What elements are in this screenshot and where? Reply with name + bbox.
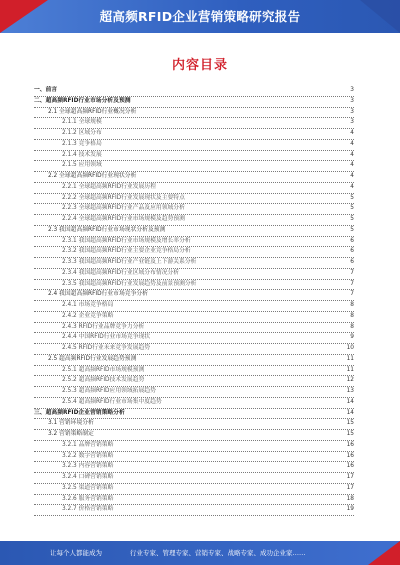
toc-entry-page: 8 bbox=[349, 301, 354, 310]
toc-entry[interactable] bbox=[34, 398, 354, 409]
toc-entry[interactable] bbox=[34, 495, 354, 506]
toc-entry[interactable] bbox=[34, 355, 354, 366]
toc-entry-page: 5 bbox=[349, 226, 354, 235]
toc-entry[interactable] bbox=[34, 473, 354, 484]
toc-entry-label: 2.4.1 市场竞争格局 bbox=[62, 301, 114, 310]
toc-entry[interactable] bbox=[34, 183, 354, 194]
toc-entry-page: 13 bbox=[346, 387, 354, 396]
toc-entry-label: 2.2.4 全球超高频RFID行业市场规模及趋势预测 bbox=[62, 215, 186, 224]
toc-entry[interactable] bbox=[34, 215, 354, 226]
toc-entry[interactable] bbox=[34, 376, 354, 387]
toc-entry-page: 4 bbox=[349, 161, 354, 170]
toc-entry-label: 2.3.3 我国超高频RFID行业产业链及上下游关系分析 bbox=[62, 258, 197, 267]
toc-entry-label: 3.1 营销环境分析 bbox=[48, 419, 95, 428]
footer-slogan-left: 让每个人都能成为 bbox=[50, 549, 102, 557]
toc-entry[interactable] bbox=[34, 301, 354, 312]
toc-entry-page: 4 bbox=[349, 129, 354, 138]
toc-entry-page: 5 bbox=[349, 204, 354, 213]
toc-entry-label: 2.2.2 全球超高频RFID行业发展现状及主要特点 bbox=[62, 194, 186, 203]
toc-entry-page: 6 bbox=[349, 237, 354, 246]
toc-entry[interactable] bbox=[34, 140, 354, 151]
toc-entry-page: 16 bbox=[346, 462, 354, 471]
toc-entry-label: 2.5.1 超高频RFID市场规模预测 bbox=[62, 366, 145, 375]
toc-entry[interactable] bbox=[34, 97, 354, 108]
toc-entry-label: 一、前言 bbox=[34, 86, 58, 95]
toc-entry-label: 2.1.2 区域分布 bbox=[62, 129, 103, 138]
toc-entry-page: 5 bbox=[349, 194, 354, 203]
toc-entry[interactable] bbox=[34, 387, 354, 398]
toc-entry-label: 三、超高频RFID企业营销策略分析 bbox=[34, 409, 126, 418]
toc-entry-label: 2.4.3 RFID行业品牌竞争力分析 bbox=[62, 323, 145, 332]
toc-entry[interactable] bbox=[34, 323, 354, 334]
toc-entry-label: 2.1.5 应用领域 bbox=[62, 161, 103, 170]
toc-entry[interactable] bbox=[34, 161, 354, 172]
toc-entry-page: 12 bbox=[346, 376, 354, 385]
toc-entry[interactable] bbox=[34, 290, 354, 301]
toc-entry-page: 15 bbox=[346, 419, 354, 428]
toc-entry-page: 7 bbox=[349, 269, 354, 278]
toc-entry-label: 2.5.2 超高频RFID技术发展趋势 bbox=[62, 376, 145, 385]
toc-entry[interactable] bbox=[34, 366, 354, 377]
toc-entry-page: 11 bbox=[346, 366, 354, 375]
toc-entry-page: 7 bbox=[349, 280, 354, 289]
toc-entry-page: 3 bbox=[349, 108, 354, 117]
toc-entry-page: 16 bbox=[346, 452, 354, 461]
toc-entry-label: 2.3.2 我国超高频RFID行业主要企业竞争格局分析 bbox=[62, 247, 192, 256]
toc-entry[interactable] bbox=[34, 419, 354, 430]
toc-entry-page: 17 bbox=[346, 484, 354, 493]
toc-entry-page: 4 bbox=[349, 140, 354, 149]
toc-entry[interactable] bbox=[34, 194, 354, 205]
toc-entry-label: 2.3.1 我国超高频RFID行业市场规模及增长率分析 bbox=[62, 237, 192, 246]
toc-entry-label: 2.2 全球超高频RFID行业现状分析 bbox=[48, 172, 137, 181]
toc-entry[interactable] bbox=[34, 430, 354, 441]
toc-entry[interactable] bbox=[34, 258, 354, 269]
toc-entry-label: 2.4.2 企业竞争策略 bbox=[62, 312, 114, 321]
toc-entry-page: 11 bbox=[346, 355, 354, 364]
toc-entry-label: 3.2.3 内容营销策略 bbox=[62, 462, 114, 471]
toc-entry-label: 2.4 我国超高频RFID行业市场竞争分析 bbox=[48, 290, 149, 299]
toc-entry-page: 3 bbox=[349, 86, 354, 95]
toc-entry-label: 2.3.4 我国超高频RFID行业区域分布情况分析 bbox=[62, 269, 180, 278]
toc-entry-label: 2.5.4 超高频RFID行业市场集中度趋势 bbox=[62, 398, 163, 407]
toc-entry-page: 15 bbox=[346, 430, 354, 439]
toc-entry-label: 二、超高频RFID行业市场分析及预测 bbox=[34, 97, 132, 106]
toc-entry-label: 2.4.5 RFID行业未来竞争发展趋势 bbox=[62, 344, 151, 353]
footer-banner bbox=[0, 541, 400, 565]
toc-entry-page: 3 bbox=[349, 118, 354, 127]
report-title: 超高频RFID企业营销策略研究报告 bbox=[99, 9, 301, 24]
toc-entry-page: 4 bbox=[349, 151, 354, 160]
toc-entry[interactable] bbox=[34, 462, 354, 473]
toc-entry[interactable] bbox=[34, 333, 354, 344]
toc-entry-label: 2.1.3 竞争格局 bbox=[62, 140, 103, 149]
toc-entry-label: 2.3 我国超高频RFID行业市场现状分析及预测 bbox=[48, 226, 166, 235]
toc-entry-label: 3.2.2 数字营销策略 bbox=[62, 452, 114, 461]
toc-entry-page: 8 bbox=[349, 323, 354, 332]
toc-entry-page: 14 bbox=[346, 398, 354, 407]
toc-entry-label: 2.5.3 超高频RFID应用领域拓展趋势 bbox=[62, 387, 157, 396]
toc-entry[interactable] bbox=[34, 226, 354, 237]
footer-accent bbox=[368, 541, 400, 565]
toc-entry-page: 10 bbox=[346, 344, 354, 353]
toc-entry-label: 3.2 营销策略制定 bbox=[48, 430, 95, 439]
toc-entry-label: 2.5 超高频RFID行业发展趋势预测 bbox=[48, 355, 137, 364]
toc-entry-page: 6 bbox=[349, 258, 354, 267]
toc-entry-page: 8 bbox=[349, 312, 354, 321]
toc-entry[interactable] bbox=[34, 172, 354, 183]
toc-entry-page: 7 bbox=[349, 290, 354, 299]
toc-entry[interactable] bbox=[34, 269, 354, 280]
header-banner bbox=[0, 0, 400, 33]
toc-entry-page: 3 bbox=[349, 97, 354, 106]
toc-entry-label: 2.3.5 我国超高频RFID行业发展趋势及前景预测分析 bbox=[62, 280, 197, 289]
toc-entry-page: 16 bbox=[346, 441, 354, 450]
toc-entry[interactable] bbox=[34, 118, 354, 129]
toc-entry[interactable] bbox=[34, 312, 354, 323]
toc-entry-page: 4 bbox=[349, 172, 354, 181]
toc-entry[interactable] bbox=[34, 484, 354, 495]
toc-entry-label: 2.1.1 全球规模 bbox=[62, 118, 103, 127]
toc-heading: 内容目录 bbox=[171, 58, 228, 73]
toc-entry-label: 2.2.3 全球超高频RFID行业产品及应用领域分析 bbox=[62, 204, 186, 213]
toc-entry[interactable] bbox=[34, 151, 354, 162]
toc-entry[interactable] bbox=[34, 505, 354, 516]
toc-entry-label: 3.2.4 口碑营销策略 bbox=[62, 473, 114, 482]
toc-entry[interactable] bbox=[34, 280, 354, 291]
table-of-contents bbox=[34, 86, 354, 516]
toc-entry-page: 17 bbox=[346, 473, 354, 482]
toc-entry[interactable] bbox=[34, 108, 354, 119]
toc-entry-label: 2.2.1 全球超高频RFID行业发展历程 bbox=[62, 183, 157, 192]
toc-entry[interactable] bbox=[34, 86, 354, 97]
toc-entry-label: 2.1 全球超高频RFID行业概况分析 bbox=[48, 108, 137, 117]
toc-entry[interactable] bbox=[34, 129, 354, 140]
toc-entry[interactable] bbox=[34, 237, 354, 248]
toc-entry[interactable] bbox=[34, 441, 354, 452]
toc-entry-page: 5 bbox=[349, 215, 354, 224]
toc-entry-label: 3.2.7 价格营销策略 bbox=[62, 505, 114, 514]
toc-entry-page: 14 bbox=[346, 409, 354, 418]
toc-entry[interactable] bbox=[34, 247, 354, 258]
toc-entry-page: 19 bbox=[346, 505, 354, 514]
toc-entry[interactable] bbox=[34, 344, 354, 355]
toc-entry[interactable] bbox=[34, 452, 354, 463]
toc-entry-label: 3.2.1 品牌营销策略 bbox=[62, 441, 114, 450]
toc-entry[interactable] bbox=[34, 204, 354, 215]
footer-slogan-right: 行业专家、管理专家、营销专家、战略专家、成功企业家…… bbox=[130, 549, 306, 557]
toc-entry-page: 6 bbox=[349, 247, 354, 256]
toc-entry-label: 2.1.4 技术发展 bbox=[62, 151, 103, 160]
toc-entry-label: 3.2.6 服务营销策略 bbox=[62, 495, 114, 504]
toc-entry-page: 9 bbox=[349, 333, 354, 342]
toc-entry[interactable] bbox=[34, 409, 354, 420]
toc-entry-page: 4 bbox=[349, 183, 354, 192]
toc-entry-page: 18 bbox=[346, 495, 354, 504]
toc-entry-label: 2.4.4 中国RFID行业市场竞争现状 bbox=[62, 333, 151, 342]
toc-entry-label: 3.2.5 渠道营销策略 bbox=[62, 484, 114, 493]
